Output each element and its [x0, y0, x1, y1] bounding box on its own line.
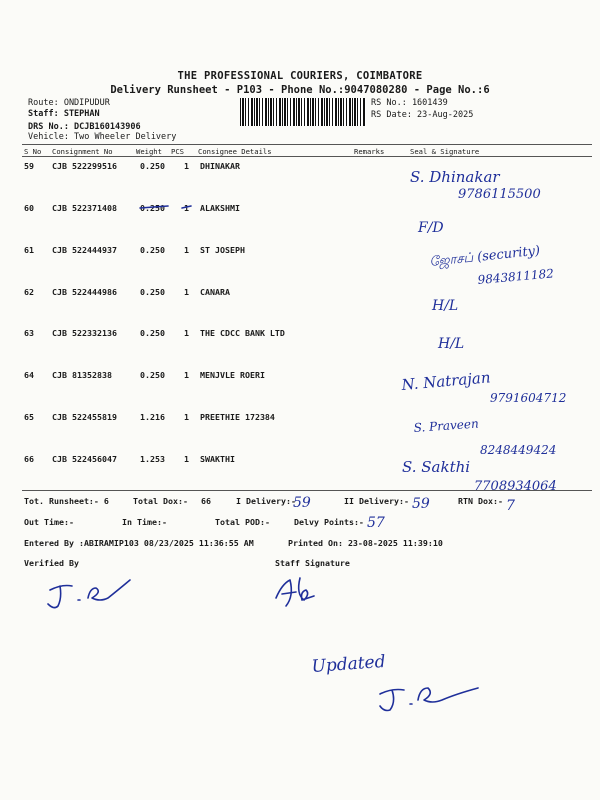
delvy-points-label: Delvy Points:-: [294, 517, 364, 527]
cell-consignment: CJB 522444986: [52, 287, 117, 297]
printed-on: Printed On: 23-08-2025 11:39:10: [288, 538, 443, 548]
company-title: THE PROFESSIONAL COURIERS, COIMBATORE: [177, 70, 423, 82]
hw-r64-name: N. Natrajan: [400, 368, 492, 394]
cell-sno: 62: [24, 287, 34, 297]
col-seal: Seal & Signature: [410, 147, 480, 156]
out-time: Out Time:-: [24, 517, 74, 527]
total-runsheet: Tot. Runsheet:- 6: [24, 496, 109, 506]
cell-pcs: 1: [184, 328, 189, 338]
updated-signature: [380, 688, 478, 711]
barcode: [240, 98, 366, 126]
hw-delvy-points: 57: [367, 515, 385, 531]
staff-signature: [276, 578, 314, 606]
col-consignee: Consignee Details: [198, 147, 272, 156]
cell-pcs: 1: [184, 370, 189, 380]
vehicle: Vehicle: Two Wheeler Delivery: [28, 132, 177, 142]
cell-consignment: CJB 522444937: [52, 245, 117, 255]
cell-consignee: SWAKTHI: [200, 454, 235, 464]
cell-pcs: 1: [184, 287, 189, 297]
cell-sno: 60: [24, 203, 34, 213]
cell-consignment: CJB 522332136: [52, 328, 117, 338]
cell-consignee: CANARA: [200, 287, 230, 297]
hw-r65-name: S. Praveen: [413, 416, 480, 435]
hw-r59-phone: 9786115500: [458, 187, 541, 202]
header-rule-bottom: [22, 156, 592, 157]
col-consignment: Consignment No: [52, 147, 113, 156]
staff: Staff: STEPHAN: [28, 109, 100, 119]
cell-sno: 61: [24, 245, 34, 255]
cell-weight: 0.250: [140, 203, 165, 213]
cell-consignee: PREETHIE 172384: [200, 412, 275, 422]
in-time: In Time:-: [122, 517, 167, 527]
hw-r64-phone: 9791604712: [490, 391, 567, 405]
cell-pcs: 1: [184, 412, 189, 422]
hw-r59-name: S. Dhinakar: [410, 168, 500, 186]
runsheet-title: Delivery Runsheet - P103 - Phone No.:9047080280 - Page No.:6: [110, 84, 490, 96]
hw-r62: H/L: [432, 298, 459, 314]
cell-pcs: 1: [184, 454, 189, 464]
col-weight: Weight: [136, 147, 162, 156]
hw-r66-name: S. Sakthi: [402, 458, 471, 476]
cell-weight: 1.253: [140, 454, 165, 464]
verified-signature: [48, 580, 130, 608]
entered-by: Entered By :ABIRAMIP103 08/23/2025 11:36:55 AM: [24, 538, 254, 548]
cell-weight: 0.250: [140, 161, 165, 171]
cell-pcs: 1: [184, 245, 189, 255]
cell-pcs: 1: [184, 203, 189, 213]
cell-consignment: CJB 522456047: [52, 454, 117, 464]
hw-updated: Updated: [310, 651, 387, 677]
cell-sno: 65: [24, 412, 34, 422]
staff-signature-label: Staff Signature: [275, 558, 350, 568]
cell-consignee: DHINAKAR: [200, 161, 240, 171]
cell-weight: 0.250: [140, 370, 165, 380]
cell-sno: 64: [24, 370, 34, 380]
col-sno: S No: [24, 147, 42, 156]
cell-consignee: MENJVLE ROERI: [200, 370, 265, 380]
i-delivery-label: I Delivery:-: [236, 496, 296, 506]
total-dox-value: 66: [201, 496, 211, 506]
rows-rule-bottom: [22, 490, 592, 491]
cell-weight: 0.250: [140, 287, 165, 297]
rs-number: RS No.: 1601439: [371, 98, 448, 108]
total-pod: Total POD:-: [215, 517, 270, 527]
cell-consignment: CJB 81352838: [52, 370, 112, 380]
hw-r61-name: ஜோசப் (security): [428, 243, 541, 270]
hw-r66-phone: 7708934064: [474, 479, 557, 494]
cell-consignment: CJB 522299516: [52, 161, 117, 171]
cell-sno: 59: [24, 161, 34, 171]
col-remarks: Remarks: [354, 147, 385, 156]
hw-rtn: 7: [506, 498, 515, 514]
cell-consignee: ST JOSEPH: [200, 245, 245, 255]
cell-consignee: ALAKSHMI: [200, 203, 240, 213]
cell-consignment: CJB 522455819: [52, 412, 117, 422]
hw-r61-phone: 9843811182: [477, 266, 555, 287]
cell-pcs: 1: [184, 161, 189, 171]
rtn-dox-label: RTN Dox:-: [458, 496, 503, 506]
cell-weight: 0.250: [140, 245, 165, 255]
cell-consignment: CJB 522371408: [52, 203, 117, 213]
cell-weight: 1.216: [140, 412, 165, 422]
hw-r60: F/D: [418, 220, 444, 236]
rs-date: RS Date: 23-Aug-2025: [371, 110, 474, 120]
header-rule-top: [22, 144, 592, 145]
hw-r65-phone: 8248449424: [480, 443, 557, 457]
hw-r63: H/L: [438, 336, 465, 352]
cell-sno: 66: [24, 454, 34, 464]
cell-consignee: THE CDCC BANK LTD: [200, 328, 285, 338]
ii-delivery-label: II Delivery:-: [344, 496, 409, 506]
hw-ii-delivery: 59: [412, 496, 430, 512]
hw-i-delivery: 59: [293, 495, 311, 511]
drs-number: DRS No.: DCJB160143906: [28, 122, 141, 132]
verified-by-label: Verified By: [24, 558, 79, 568]
cell-sno: 63: [24, 328, 34, 338]
total-dox-label: Total Dox:-: [133, 496, 188, 506]
col-pcs: PCS: [171, 147, 184, 156]
cell-weight: 0.250: [140, 328, 165, 338]
route: Route: ONDIPUDUR: [28, 98, 110, 108]
